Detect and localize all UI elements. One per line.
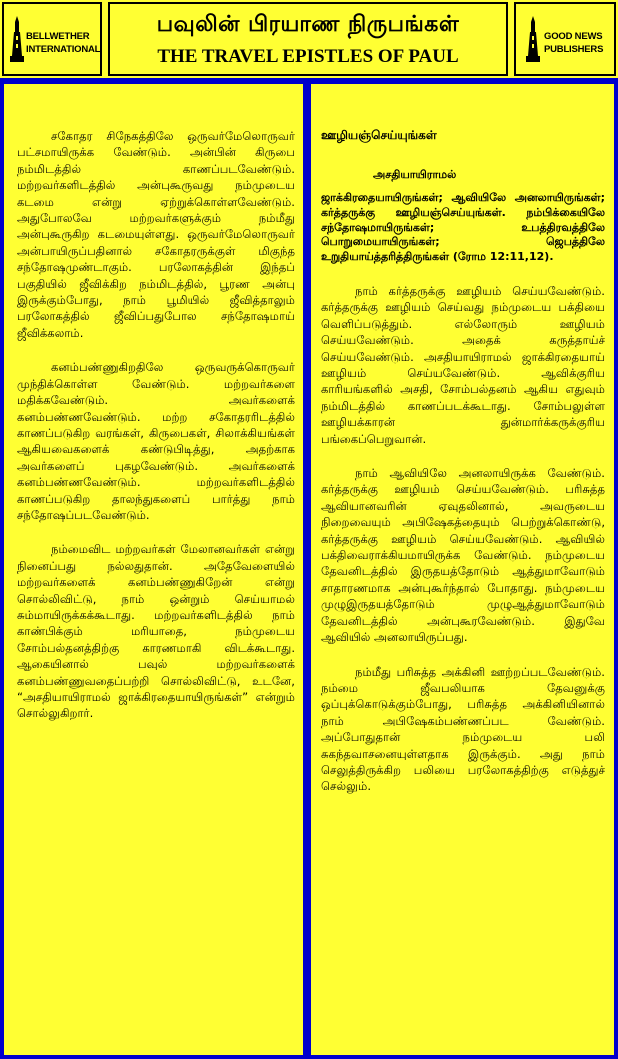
- right-column: [311, 84, 614, 1055]
- header: [0, 0, 618, 78]
- scripture-quote-title: அசதியாயிராமல்: [373, 168, 457, 181]
- left-paragraph-1: சகோதர சிநேகத்திலே ஒருவர்மேலொருவர் பட்சமாயிருக்க வேண்டும். அன்பின் கிருபை நம்மிடத்தில் காணப்படவேண்டும். மற்றவர்களிடத்தில் அன்புகூருவது நம்முடைய கடமை என்று ஏற்றுக்கொள்ளவேண்டும். அதுபோலவே மற்றவர்களுக்கும் நம்மீது அன்புகூருகிற கடமையுள்ளது. ஒருவர்மேலொருவர் அன்பாயிருப்பதினால் சகோதரருக்குள் மிகுந்த சந்தோஷமுண்டாகும். பரலோகத்தின் இந்தப் பகுதியில் ஜீவிக்கிற நம்மிடத்தில், பூரண அன்பு இருக்கும்போது, நாம் பூமியில் ஜீவித்தாலும் பரலோகத்தில் ஜீவிப்பதுபோல சந்தோஷமாய் ஜீவிக்கலாம்.: [17, 129, 295, 340]
- logo-left-line1: BELLWETHER: [26, 31, 90, 42]
- scripture-quote: ஜாக்கிரதையாயிருங்கள்; ஆவியிலே அனலாயிருங்கள்; கர்த்தருக்கு ஊழியஞ்செய்யுங்கள். நம்பிக்கையிலே சந்தோஷமாயிருங்கள்; உபத்திரவத்திலே பொறுமையாயிருங்கள்; ஜெபத்திலே உறுதியாய்த்தரித்திருங்கள் (ரோம 12:11,12).: [321, 191, 605, 264]
- page-title-tamil: பவுலின் பிரயாண நிருபங்கள்: [156, 12, 460, 37]
- title-box: [108, 2, 508, 76]
- left-column: [4, 84, 303, 1055]
- tower-icon: [10, 16, 24, 64]
- right-paragraph-1: நாம் கர்த்தருக்கு ஊழியம் செய்யவேண்டும். கர்த்தருக்கு ஊழியம் செய்வது நம்முடைய பக்தியை வெளிப்படுத்தும். எல்லோரும் ஊழியம் செய்யவேண்டும். அதைக் கருத்தாய்ச் செய்யவேண்டும். அசதியாயிராமல் ஜாக்கிரதையாய் ஊழியம் செய்யவேண்டும். ஆவிக்குரிய காரியங்களில் அசதி, சோம்பல்தனம் ஆகிய எதுவும் நம்மிடத்தில் காணப்படக்கூடாது. சோம்பலுள்ள ஊழியக்காரன் துன்மார்க்கருக்குரிய பங்கைப்பெறுவான்.: [321, 283, 605, 446]
- tower-icon: [526, 16, 540, 64]
- page-title-english: THE TRAVEL EPISTLES OF PAUL: [157, 46, 459, 67]
- logo-right-line1: GOOD NEWS: [544, 31, 603, 42]
- right-paragraph-2: நாம் ஆவியிலே அனலாயிருக்க வேண்டும். கர்த்தருக்கு ஊழியம் செய்யவேண்டும். பரிசுத்த ஆவியானவரின் ஏவுதலினால், அவருடைய நிறைவையும் அபிஷேகத்தையும் பெற்றுக்கொண்டு, கர்த்தருக்கு ஊழியம் செய்யவேண்டும். ஆவியில் பக்திவைராக்கியமாயிருக்க வேண்டும். நம்முடைய தேவனிடத்தில் இருதயத்தோடும் ஆத்துமாவோடும் சாதாரணமாக அன்புகூர்ந்தால் போதாது. நம்முடைய முழுஇருதயத்தோடும் முழுஆத்துமாவோடும் தேவனிடத்தில் அன்புகூரவேண்டும். இதுவே ஆவியில் அனலாயிருப்பது.: [321, 466, 605, 645]
- right-paragraph-3: நம்மீது பரிசுத்த அக்கினி ஊற்றப்படவேண்டும். நம்மை ஜீவபலியாக தேவனுக்கு ஒப்புக்கொடுக்கும்போது, பரிசுத்த அக்கினியினால் நாம் அபிஷேகம்பண்ணப்பட வேண்டும். அப்போதுதான் நம்முடைய பலி சுகந்தவாசனையுள்ளதாக இருக்கும். அது நாம் செலுத்திருக்கிற பலியை பரலோகத்திற்கு எடுத்துச் செல்லும்.: [321, 664, 605, 794]
- logo-left-line2: INTERNATIONAL: [26, 44, 101, 55]
- left-paragraph-3: நம்மைவிட மற்றவர்கள் மேலானவர்கள் என்று நினைப்பது நல்லதுதான். அதேவேளையில் மற்றவர்களைக் கனம்பண்ணுகிறேன் என்று சொல்லிவிட்டு, நாம் ஒன்றும் செய்யாமல் சும்மாயிருக்கக்கூடாது. மற்றவர்களிடத்தில் நாம் காண்பிக்கும் மரியாதை, நம்முடைய சோம்பல்தனத்திற்கு காரணமாகி விடக்கூடாது. ஆகையினால் பவுல் மற்றவர்களைக் கனம்பண்ணுவதைப்பற்றி சொல்லிவிட்டு, உடனே, “அசதியாயிராமல் ஜாக்கிரதையாயிருங்கள்” என்றும் சொல்லுகிறார்.: [17, 542, 295, 721]
- section-heading: ஊழியஞ்செய்யுங்கள்: [321, 128, 437, 142]
- content-frame: [0, 78, 618, 1059]
- publisher-logo-left[interactable]: [2, 2, 102, 76]
- left-paragraph-2: கனம்பண்ணுகிறதிலே ஒருவருக்கொருவர் முந்திக்கொள்ள வேண்டும். மற்றவர்களை மதிக்கவேண்டும். அவர்களைக் கனம்பண்ணவேண்டும். மற்ற சகோதரரிடத்தில் காணப்படுகிற வரங்கள், கிருபைகள், சிலாக்கியங்கள் ஆகியவைகளைக் கண்டுபிடித்து, அதற்காக அவர்களைப் புகழவேண்டும். அவர்களைக் கனம்பண்ணவேண்டும். மற்றவர்களிடத்தில் காணப்படுகிற தாலந்துகளைப் பார்த்து நாம் சந்தோஷப்படவேண்டும்.: [17, 360, 295, 522]
- publisher-logo-right[interactable]: [514, 2, 616, 76]
- logo-right-line2: PUBLISHERS: [544, 44, 604, 55]
- logo-right-text: [544, 30, 603, 56]
- logo-left-text: [26, 30, 100, 56]
